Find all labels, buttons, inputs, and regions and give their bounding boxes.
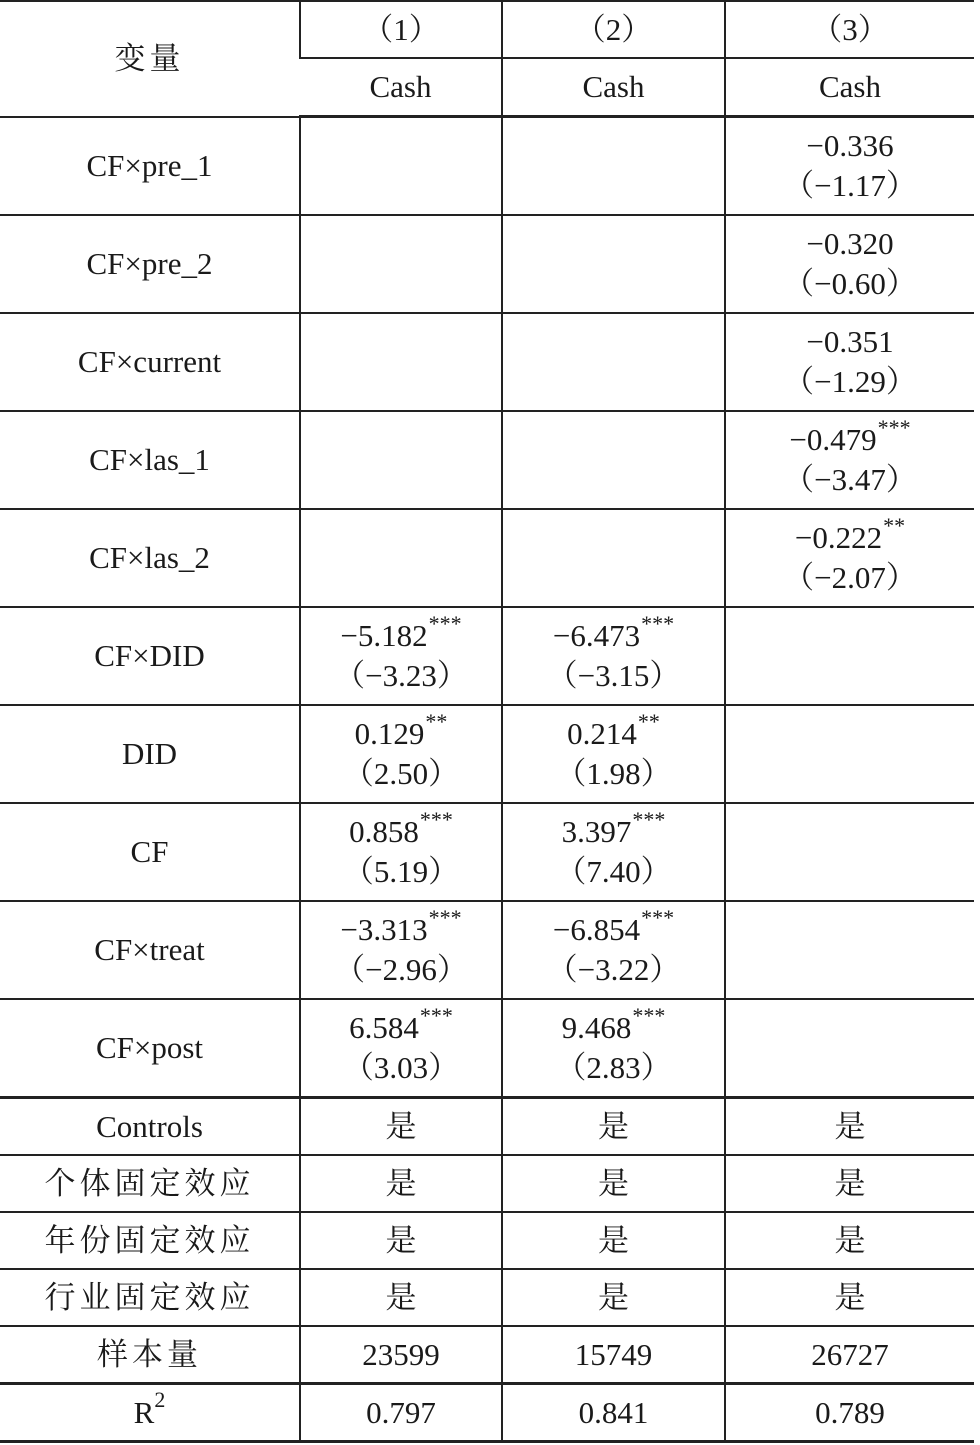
r2-rows: [0, 1384, 974, 1442]
t-statistic: （−3.47）: [783, 462, 917, 497]
row-label: 个体固定效应: [0, 1155, 300, 1212]
row-label: CF×las_2: [0, 509, 300, 607]
t-statistic: （−1.17）: [783, 168, 917, 203]
table-row: [0, 1098, 974, 1156]
table-row: [0, 215, 974, 313]
row-label: CF×treat: [0, 901, 300, 999]
r2-label: [0, 1384, 300, 1442]
info-rows: [0, 1098, 974, 1384]
info-cell: 26727: [725, 1326, 974, 1384]
coefficient-value: 9.468: [561, 1010, 632, 1045]
info-cell: 是: [725, 1155, 974, 1212]
t-statistic: （−2.96）: [334, 952, 468, 987]
coef-cell: [300, 705, 502, 803]
coef-cell: [300, 607, 502, 705]
table-row: [0, 1212, 974, 1269]
coef-cell: [725, 705, 974, 803]
table-row: [0, 607, 974, 705]
r2-label-base: R: [133, 1394, 155, 1430]
t-statistic: （2.50）: [342, 756, 460, 791]
coefficient-line: [503, 806, 724, 852]
coefficient-line: [301, 708, 501, 754]
table-row: [0, 313, 974, 411]
info-cell: 是: [725, 1212, 974, 1269]
t-statistic: （1.98）: [555, 756, 672, 791]
coef-cell: [502, 999, 725, 1098]
info-cell: 是: [502, 1155, 725, 1212]
coef-cell: [502, 411, 725, 509]
info-cell: 是: [300, 1212, 502, 1269]
coef-cell: [725, 117, 974, 216]
coefficient-line: [503, 904, 724, 950]
significance-stars: **: [637, 708, 660, 734]
table-row-r2: [0, 1384, 974, 1442]
info-cell: 是: [725, 1269, 974, 1326]
coefficient-value: 3.397: [561, 814, 632, 849]
coef-cell: [725, 999, 974, 1098]
significance-stars: ***: [877, 414, 911, 440]
coefficient-value: −0.479: [789, 422, 877, 457]
row-label: 年份固定效应: [0, 1212, 300, 1269]
row-label: CF×current: [0, 313, 300, 411]
coef-cell: [502, 215, 725, 313]
significance-stars: ***: [428, 610, 462, 636]
coefficient-line: [301, 904, 501, 950]
coefficient-value: −3.313: [340, 912, 428, 947]
t-statistic: （7.40）: [555, 854, 672, 889]
row-label: DID: [0, 705, 300, 803]
table-row: [0, 117, 974, 216]
coefficient-value: −6.854: [552, 912, 641, 947]
row-label: Controls: [0, 1098, 300, 1156]
coef-cell: [300, 215, 502, 313]
r2-label-sup: 2: [154, 1387, 166, 1413]
coefficient-value: −0.336: [806, 128, 894, 163]
coef-cell: [725, 607, 974, 705]
significance-stars: ***: [641, 904, 675, 930]
header-row-numbers: [0, 1, 974, 58]
significance-stars: ***: [632, 806, 666, 832]
significance-stars: ***: [419, 1002, 453, 1028]
coef-cell: [300, 117, 502, 216]
table-row: [0, 705, 974, 803]
coef-cell: [502, 705, 725, 803]
info-cell: 是: [300, 1098, 502, 1156]
coefficient-line: [726, 512, 974, 558]
coef-cell: [725, 901, 974, 999]
info-cell: 是: [502, 1098, 725, 1156]
coefficient-value: 6.584: [349, 1010, 419, 1045]
info-cell: 23599: [300, 1326, 502, 1384]
coef-cell: [725, 411, 974, 509]
coefficient-value: 0.858: [349, 814, 419, 849]
coefficient-line: [503, 610, 724, 656]
column-depvar-2: Cash: [502, 58, 725, 117]
t-statistic: （−3.23）: [334, 658, 468, 693]
row-label: CF×las_1: [0, 411, 300, 509]
t-statistic: （−2.07）: [783, 560, 917, 595]
table-row: [0, 1326, 974, 1384]
coef-cell: [300, 999, 502, 1098]
coefficient-line: [726, 322, 974, 362]
row-label: CF×post: [0, 999, 300, 1098]
column-number-1: （1）: [300, 1, 502, 58]
coefficient-line: [301, 806, 501, 852]
coef-cell: [502, 607, 725, 705]
table-row: [0, 803, 974, 901]
t-statistic: （2.83）: [555, 1050, 672, 1085]
t-statistic: （−3.15）: [546, 658, 681, 693]
coef-cell: [502, 901, 725, 999]
coef-cell: [300, 803, 502, 901]
column-number-3: （3）: [725, 1, 974, 58]
coefficient-value: −0.351: [806, 324, 894, 359]
r2-value-2: 0.841: [502, 1384, 725, 1442]
table-row: [0, 1269, 974, 1326]
coef-cell: [502, 313, 725, 411]
r2-value-3: 0.789: [725, 1384, 974, 1442]
significance-stars: ***: [632, 1002, 666, 1028]
t-statistic: （−0.60）: [783, 266, 917, 301]
coefficient-line: [726, 414, 974, 460]
info-cell: 是: [502, 1212, 725, 1269]
row-label: CF×DID: [0, 607, 300, 705]
coef-cell: [502, 117, 725, 216]
coefficient-line: [503, 708, 724, 754]
t-statistic: （−1.29）: [783, 364, 917, 399]
table-row: [0, 901, 974, 999]
coefficient-line: [726, 224, 974, 264]
t-statistic: （−3.22）: [546, 952, 681, 987]
coefficient-rows: [0, 117, 974, 1098]
coef-cell: [300, 411, 502, 509]
coef-cell: [300, 313, 502, 411]
table-row: [0, 1155, 974, 1212]
row-label: CF: [0, 803, 300, 901]
coefficient-value: 0.129: [354, 716, 425, 751]
coefficient-value: −0.320: [806, 226, 894, 261]
row-label: CF×pre_1: [0, 117, 300, 216]
r2-value-1: 0.797: [300, 1384, 502, 1442]
coefficient-value: −6.473: [552, 618, 641, 653]
row-label: CF×pre_2: [0, 215, 300, 313]
coefficient-value: −5.182: [340, 618, 428, 653]
significance-stars: ***: [428, 904, 462, 930]
info-cell: 是: [725, 1098, 974, 1156]
significance-stars: **: [883, 512, 906, 538]
coefficient-line: [301, 1002, 501, 1048]
column-number-2: （2）: [502, 1, 725, 58]
variable-header: 变量: [0, 1, 300, 117]
coef-cell: [502, 509, 725, 607]
coefficient-value: 0.214: [567, 716, 637, 751]
coef-cell: [300, 901, 502, 999]
info-cell: 是: [502, 1269, 725, 1326]
coef-cell: [300, 509, 502, 607]
t-statistic: （3.03）: [342, 1050, 460, 1085]
row-label: 行业固定效应: [0, 1269, 300, 1326]
coefficient-line: [301, 610, 501, 656]
table-row: [0, 509, 974, 607]
coef-cell: [725, 803, 974, 901]
table-row: [0, 999, 974, 1098]
significance-stars: ***: [641, 610, 675, 636]
table-row: [0, 411, 974, 509]
info-cell: 15749: [502, 1326, 725, 1384]
significance-stars: ***: [419, 806, 453, 832]
coef-cell: [725, 509, 974, 607]
coef-cell: [725, 215, 974, 313]
significance-stars: **: [425, 708, 448, 734]
coef-cell: [502, 803, 725, 901]
coefficient-line: [726, 126, 974, 166]
t-statistic: （5.19）: [342, 854, 460, 889]
info-cell: 是: [300, 1155, 502, 1212]
info-cell: 是: [300, 1269, 502, 1326]
coefficient-value: −0.222: [794, 520, 883, 555]
row-label: 样本量: [0, 1326, 300, 1384]
coef-cell: [725, 313, 974, 411]
column-depvar-3: Cash: [725, 58, 974, 117]
coefficient-line: [503, 1002, 724, 1048]
column-depvar-1: Cash: [300, 58, 502, 117]
